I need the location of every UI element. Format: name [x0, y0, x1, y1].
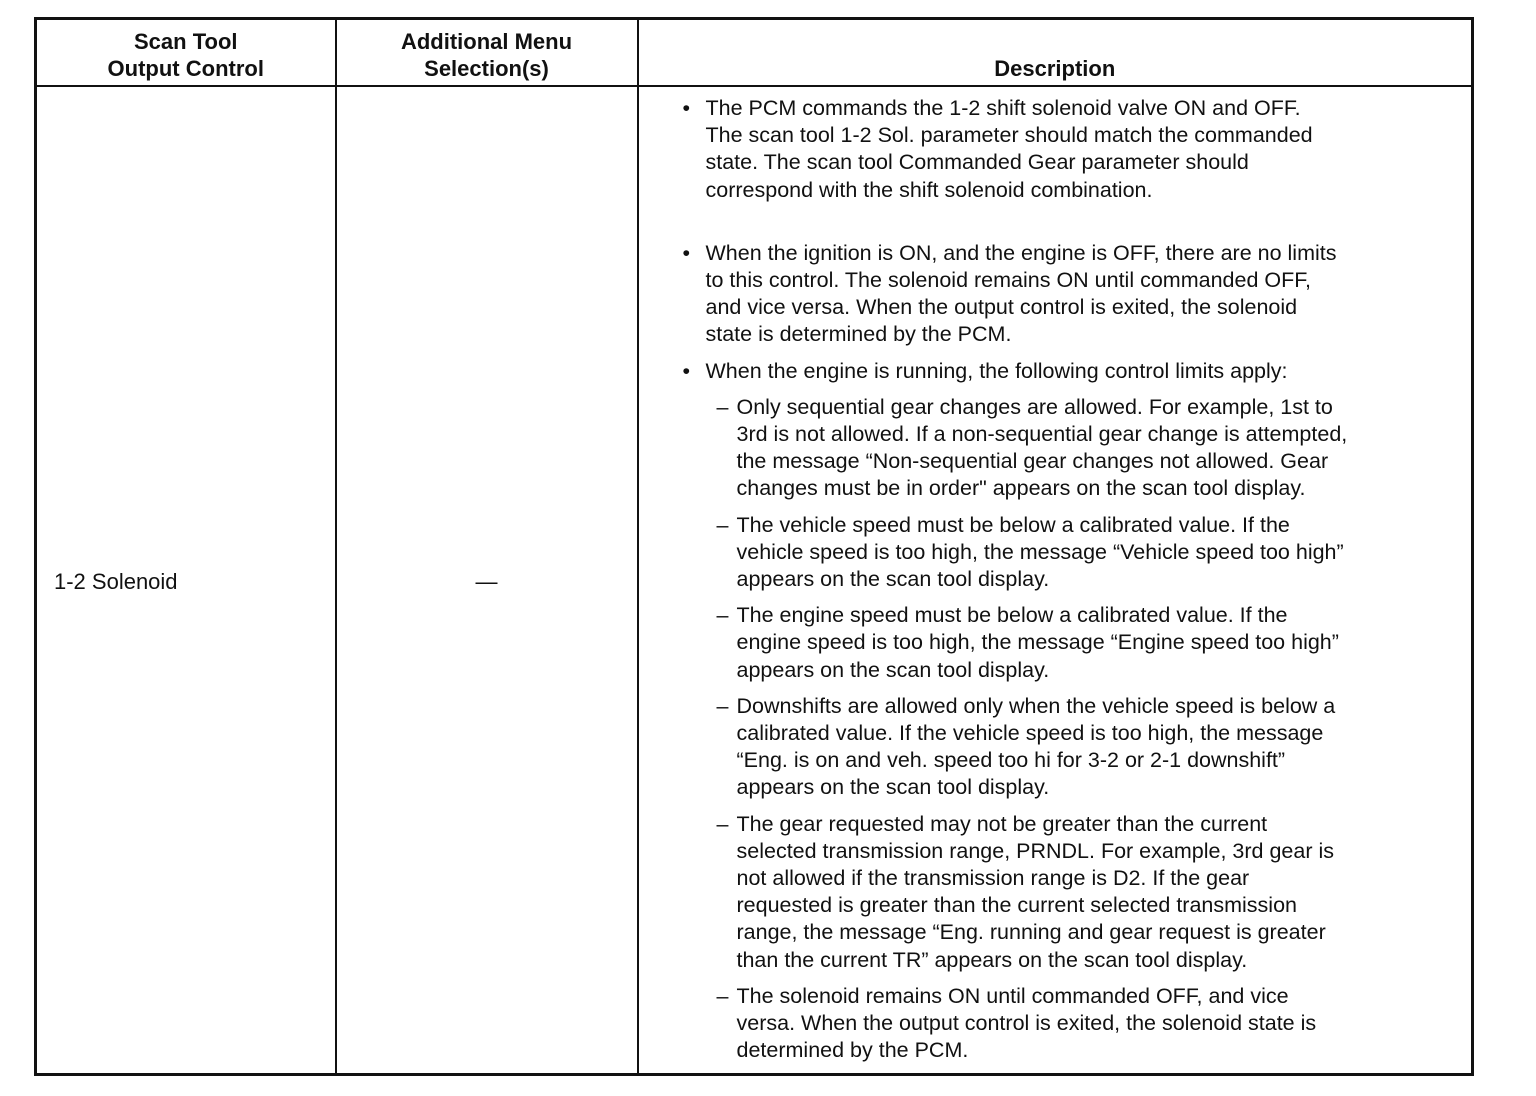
subitem-line: requested is greater than the current selected transmission: [736, 893, 1297, 918]
subitem-line: than the current TR” appears on the scan tool display.: [736, 947, 1248, 972]
header-col1-line1: Scan Tool: [134, 29, 238, 54]
header-scan-tool-output-control: [36, 19, 336, 87]
description-line: When the ignition is ON, and the engine is OFF, there are no limits: [705, 240, 1337, 265]
subitem-line: The vehicle speed must be below a calibrated value. If the: [736, 512, 1290, 537]
dash-mark: –: [716, 512, 729, 537]
subitem-line: the message “Non-sequential gear changes not allowed. Gear: [736, 449, 1329, 474]
description-line: state. The scan tool Commanded Gear parameter should: [705, 150, 1249, 175]
subitem-line: range, the message “Eng. running and gear request is greater: [736, 920, 1326, 945]
menu-selection-value: —: [475, 568, 498, 594]
subitem-line: calibrated value. If the vehicle speed is too high, the message: [736, 721, 1324, 746]
description-line: and vice versa. When the output control is exited, the solenoid: [705, 295, 1298, 320]
description-subitem: [639, 512, 1462, 594]
header-col3: Description: [994, 56, 1116, 81]
description-line: correspond with the shift solenoid combination.: [705, 177, 1153, 202]
header-description: [638, 19, 1473, 87]
subitem-line: Downshifts are allowed only when the vehicle speed is below a: [736, 693, 1336, 718]
output-control-table: [34, 17, 1474, 1076]
subitem-line: The gear requested may not be greater than the current: [736, 811, 1268, 836]
dash-mark: –: [716, 811, 729, 836]
header-col1-line2: Output Control: [107, 56, 264, 81]
description-line: The scan tool 1-2 Sol. parameter should match the commanded: [705, 123, 1313, 148]
description-bullet: [639, 240, 1462, 349]
subitem-line: “Eng. is on and veh. speed too hi for 3-2 or 2-1 downshift”: [736, 748, 1286, 773]
description-subitem: [639, 602, 1462, 684]
subitem-line: appears on the scan tool display.: [736, 775, 1050, 800]
subitem-line: not allowed if the transmission range is D2. If the gear: [736, 866, 1250, 891]
subitem-line: determined by the PCM.: [736, 1038, 969, 1063]
table-row: [36, 86, 1473, 1074]
dash-mark: –: [716, 983, 729, 1008]
description-subitem: [639, 811, 1462, 974]
header-additional-menu-selections: [336, 19, 638, 87]
bullet-mark: •: [682, 240, 691, 265]
subitem-line: appears on the scan tool display.: [736, 567, 1050, 592]
description-line: The PCM commands the 1-2 shift solenoid valve ON and OFF.: [705, 96, 1301, 120]
description-bullet: [639, 358, 1462, 385]
description-line: to this control. The solenoid remains ON until commanded OFF,: [705, 268, 1311, 293]
description-line: state is determined by the PCM.: [705, 322, 1012, 347]
subitem-line: The engine speed must be below a calibrated value. If the: [736, 603, 1288, 628]
bullet-mark: •: [682, 96, 691, 120]
subitem-line: appears on the scan tool display.: [736, 657, 1050, 682]
table-header-row: [36, 19, 1473, 87]
subitem-line: engine speed is too high, the message “Engine speed too high”: [736, 630, 1339, 655]
dash-mark: –: [716, 693, 729, 718]
description-bullet: [639, 95, 1462, 204]
subitem-line: vehicle speed is too high, the message “Vehicle speed too high”: [736, 539, 1344, 564]
header-col2-line2: Selection(s): [424, 56, 549, 81]
subitem-line: The solenoid remains ON until commanded OFF, and vice: [736, 983, 1289, 1008]
dash-mark: –: [716, 394, 729, 419]
header-col2-line1: Additional Menu: [400, 29, 573, 54]
subitem-line: versa. When the output control is exited, the solenoid state is: [736, 1011, 1317, 1036]
subitem-line: selected transmission range, PRNDL. For example, 3rd gear is: [736, 838, 1334, 863]
description-subitem: [639, 983, 1462, 1065]
cell-menu-selection: [336, 86, 638, 1074]
output-control-value: 1-2 Solenoid: [54, 568, 178, 594]
subitem-line: Only sequential gear changes are allowed. For example, 1st to: [736, 394, 1333, 419]
dash-mark: –: [716, 603, 729, 628]
cell-output-control: [36, 86, 336, 1074]
bullet-mark: •: [682, 358, 691, 383]
description-subitem: [639, 394, 1462, 503]
subitem-line: 3rd is not allowed. If a non-sequential gear change is attempted,: [736, 422, 1348, 447]
description-subitem: [639, 693, 1462, 802]
cell-description: [638, 86, 1473, 1074]
subitem-line: changes must be in order" appears on the scan tool display.: [736, 476, 1306, 501]
description-line: When the engine is running, the following control limits apply:: [705, 358, 1288, 383]
